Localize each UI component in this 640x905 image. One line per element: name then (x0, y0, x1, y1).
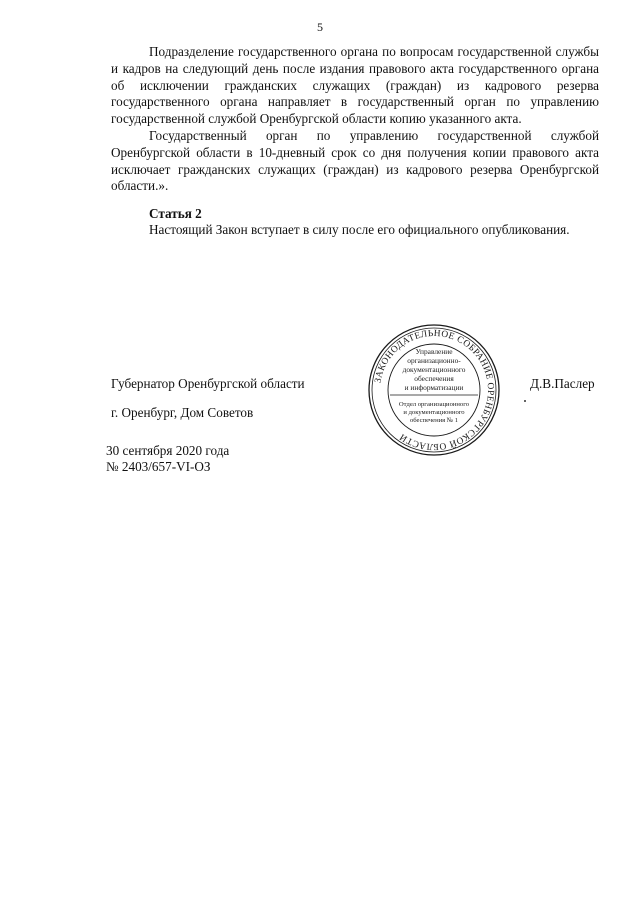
seal-line: и документационного (403, 409, 465, 416)
article-text (111, 222, 599, 239)
governor-title: Губернатор Оренбургской области (111, 376, 305, 391)
seal-ring-text: ЗАКОНОДАТЕЛЬНОЕ СОБРАНИЕ ОРЕНБУРГСКОЙ ОБЛАСТИ (373, 328, 496, 452)
seal-line: обеспечения (414, 374, 454, 383)
signing-place: г. Оренбург, Дом Советов (111, 405, 254, 420)
paragraph: Подразделение государственного органа по вопросам государственной службы и кадров на следующий день после издания правового акта государственного органа об исключении гражданских служащих (граждан) из кадрового резерва государственного органа направляет в государственный орган по управлению государственной службой Оренбургской области копию указанного акта. (111, 44, 599, 127)
body-text (111, 44, 599, 195)
seal-line: организационно- (407, 356, 461, 365)
law-number: № 2403/657-VI-ОЗ (106, 459, 211, 474)
seal-line: Управление (415, 347, 453, 356)
seal-line: обеспечения № 1 (409, 417, 459, 424)
page-number: 5 (317, 20, 323, 34)
article-heading: Статья 2 (149, 206, 202, 221)
seal-line: Отдел организационного (398, 401, 470, 408)
seal-line: и информатизации (404, 383, 464, 392)
article-paragraph: Настоящий Закон вступает в силу после его официального опубликования. (149, 222, 570, 237)
official-seal (367, 323, 501, 457)
signing-date: 30 сентября 2020 года (106, 443, 230, 458)
seal-center-text (399, 347, 470, 424)
governor-name: Д.В.Паслер (530, 376, 595, 391)
mark-dot (524, 400, 526, 402)
paragraph: Государственный орган по управлению государственной службой Оренбургской области в 10-дневный срок со дня получения копии правового акта исключает гражданских служащих (граждан) из кадрового резерва Оренбургской области.». (111, 127, 599, 194)
seal-line: документационного (402, 365, 466, 374)
